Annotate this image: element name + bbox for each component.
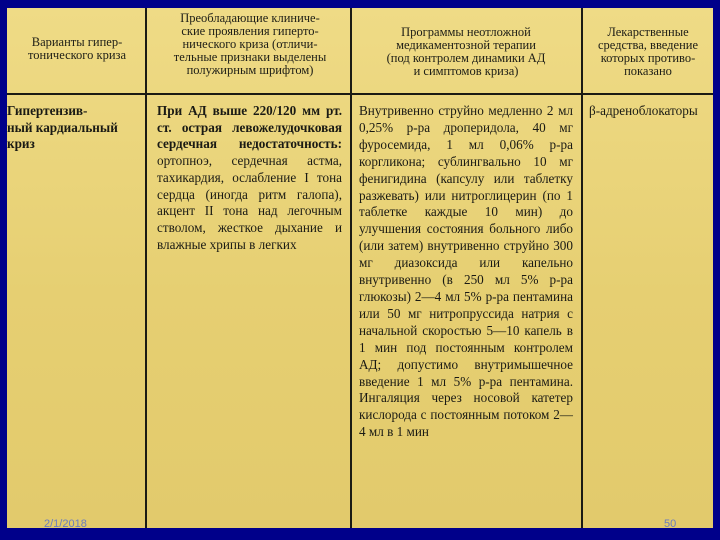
column-divider-1 [145,8,147,528]
scanned-table [7,8,713,528]
manifestations-rest: ортопноэ, сердечная астма, тахикардия, ослабление I тона сердца (иногда ритм галопа), акцент II тона над легочным стволом, жесткое дыхание и влажные хрипы в легких [157,153,342,252]
therapy-cell: Внутривенно струйно медленно 2 мл 0,25% р-ра дроперидола, 40 мг фуросемида, 1 мл 0,06% р-ра коргликона; сублингвально 10 мг фенигидина (капсулу или таблетку разжевать) или нитроглицерин (по 1 таблетке каждые 10 мин) до улучшения состояния больного либо (или затем) внутривенно струйно 300 мг диазоксида или капельно внутривенно (в 250 мл 5% р-ра глюкозы) 2—4 мл 5% р-ра пентамина или 50 мг нитропруссида натрия с начальной скоростью 5—10 капель в 1 мин под постоянным контролем АД; допустимо внутримышечное введение 1 мл 5% р-ра пентамина. Ингаляция через носовой катетер кислорода с постоянным потоком 2—4 мл в 1 мин [359,103,573,440]
column-divider-3 [581,8,583,528]
header-divider [7,93,713,95]
variant-cell: Гипертензив- ный кардиальный криз [7,103,118,152]
manifestations-cell [157,103,342,253]
header-therapy: Программы неотложной медикаментозной терапии (под контролем динамики АД и симптомов криза) [386,25,546,78]
contraindicated-cell: β-адреноблокаторы [589,103,698,118]
header-manifestations: Преобладающие клиниче- ские проявления гиперто- нического криза (отличи- тельные признаки выделены полужирным шрифтом) [173,11,327,77]
manifestations-prefix: При АД выше 220/120 мм рт. ст. [157,103,342,135]
column-divider-2 [350,8,352,528]
manifestations-bold: острая левожелудочковая сердечная недостаточность: [157,119,343,152]
header-variants: Варианты гипер- тонического криза [28,35,126,62]
header-contraindicated: Лекарственные средства, введение которых противо- показано [597,25,699,78]
slide-page-number: 50 [664,518,677,530]
slide-date: 2/1/2018 [44,518,87,530]
